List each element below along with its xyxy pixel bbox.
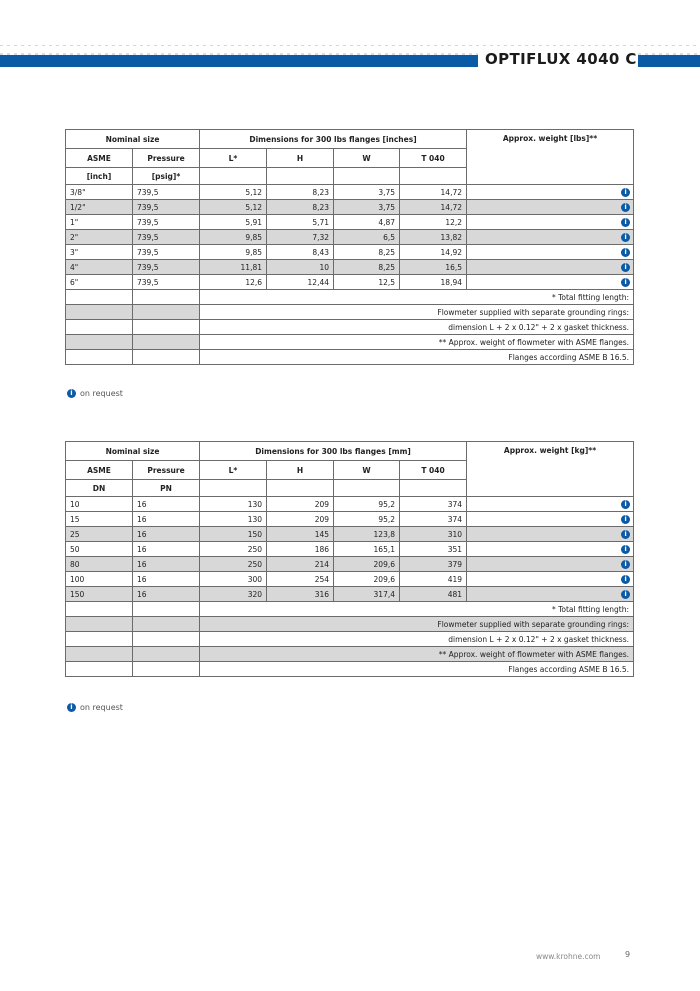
note-row [66,647,634,662]
note-row [66,350,634,365]
cell-h: 214 [267,557,334,572]
cell-h: 12,44 [267,275,334,290]
cell-size: 10 [66,497,133,512]
note-row [66,602,634,617]
cell-l: 130 [200,497,267,512]
cell-size: 3" [66,245,133,260]
info-icon: i [621,530,630,539]
cell-l: 250 [200,542,267,557]
cell-pressure: 16 [133,497,200,512]
note-text: Flowmeter supplied with separate grounding rings: [200,305,634,320]
cell-pressure: 739,5 [133,215,200,230]
header-dimensions: Dimensions for 300 lbs flanges [inches] [200,130,467,149]
cell-weight [467,527,634,542]
note-text: Flanges according ASME B 16.5. [200,350,634,365]
cell-pressure: 739,5 [133,275,200,290]
cell-h: 10 [267,260,334,275]
cell-weight [467,230,634,245]
note-row [66,335,634,350]
cell-size: 80 [66,557,133,572]
subheader-pressure: Pressure [133,149,200,168]
cell-l: 300 [200,572,267,587]
table-row [66,587,634,602]
cell-t040: 379 [400,557,467,572]
footer-url[interactable]: www.krohne.com [536,952,601,961]
info-icon: i [67,703,76,712]
cell-l: 9,85 [200,230,267,245]
cell-l: 150 [200,527,267,542]
note-row [66,632,634,647]
cell-h: 316 [267,587,334,602]
unit-pressure: [psig]* [133,168,200,185]
dimensions-table-inches [65,129,634,365]
info-icon: i [621,263,630,272]
note-row [66,305,634,320]
cell-weight [467,542,634,557]
cell-w: 209,6 [334,572,400,587]
table-row [66,542,634,557]
info-icon: i [621,233,630,242]
cell-weight [467,275,634,290]
cell-l: 5,91 [200,215,267,230]
note-row [66,617,634,632]
cell-pressure: 739,5 [133,200,200,215]
cell-h: 209 [267,497,334,512]
note-row [66,290,634,305]
note-text: ** Approx. weight of flowmeter with ASME flanges. [200,647,634,662]
cell-w: 165,1 [334,542,400,557]
subheader-h: H [267,149,334,168]
cell-h: 145 [267,527,334,542]
cell-weight [467,512,634,527]
legend-on-request [67,389,123,398]
table-row [66,527,634,542]
info-icon: i [67,389,76,398]
cell-t040: 374 [400,512,467,527]
header-bar-right [638,53,700,67]
note-text: Flowmeter supplied with separate grounding rings: [200,617,634,632]
cell-w: 3,75 [334,185,400,200]
product-title: OPTIFLUX 4040 C [485,50,637,68]
note-row [66,662,634,677]
table-row [66,230,634,245]
cell-w: 8,25 [334,260,400,275]
cell-size: 4" [66,260,133,275]
table-row [66,275,634,290]
cell-w: 95,2 [334,497,400,512]
cell-t040: 419 [400,572,467,587]
cell-l: 320 [200,587,267,602]
cell-h: 209 [267,512,334,527]
table-row [66,497,634,512]
cell-w: 8,25 [334,245,400,260]
cell-size: 150 [66,587,133,602]
cell-w: 95,2 [334,512,400,527]
cell-h: 8,23 [267,200,334,215]
subheader-pressure: Pressure [133,461,200,480]
cell-h: 186 [267,542,334,557]
subheader-asme: ASME [66,461,133,480]
subheader-asme: ASME [66,149,133,168]
cell-t040: 14,92 [400,245,467,260]
unit-asme: [inch] [66,168,133,185]
cell-weight [467,200,634,215]
cell-t040: 351 [400,542,467,557]
table-row [66,200,634,215]
info-icon: i [621,218,630,227]
info-icon: i [621,590,630,599]
legend-text: on request [80,703,123,712]
table-row [66,512,634,527]
note-text: ** Approx. weight of flowmeter with ASME flanges. [200,335,634,350]
note-row [66,320,634,335]
cell-l: 5,12 [200,185,267,200]
cell-weight [467,557,634,572]
header-dashed-line-top [0,45,700,46]
cell-weight [467,260,634,275]
note-text: dimension L + 2 x 0.12" + 2 x gasket thickness. [200,632,634,647]
cell-w: 123,8 [334,527,400,542]
cell-l: 130 [200,512,267,527]
cell-pressure: 16 [133,542,200,557]
header-bar-left [0,53,478,67]
cell-size: 6" [66,275,133,290]
cell-weight [467,215,634,230]
cell-weight [467,497,634,512]
table-row [66,557,634,572]
header-nominal-size: Nominal size [66,130,200,149]
info-icon: i [621,500,630,509]
legend-on-request [67,703,123,712]
subheader-l: L* [200,461,267,480]
cell-pressure: 16 [133,527,200,542]
note-text: * Total fitting length: [200,290,634,305]
subheader-l: L* [200,149,267,168]
cell-weight [467,185,634,200]
page-number: 9 [625,950,631,959]
info-icon: i [621,575,630,584]
cell-pressure: 16 [133,587,200,602]
cell-size: 1/2" [66,200,133,215]
cell-l: 5,12 [200,200,267,215]
cell-w: 209,6 [334,557,400,572]
info-icon: i [621,203,630,212]
header-dimensions: Dimensions for 300 lbs flanges [mm] [200,442,467,461]
cell-size: 25 [66,527,133,542]
note-text: dimension L + 2 x 0.12" + 2 x gasket thickness. [200,320,634,335]
info-icon: i [621,545,630,554]
cell-pressure: 739,5 [133,185,200,200]
cell-h: 5,71 [267,215,334,230]
cell-pressure: 16 [133,557,200,572]
cell-pressure: 16 [133,572,200,587]
cell-pressure: 739,5 [133,245,200,260]
info-icon: i [621,248,630,257]
cell-size: 1" [66,215,133,230]
cell-l: 12,6 [200,275,267,290]
info-icon: i [621,278,630,287]
cell-pressure: 739,5 [133,260,200,275]
dimensions-table-mm [65,441,634,677]
cell-t040: 18,94 [400,275,467,290]
legend-text: on request [80,389,123,398]
cell-t040: 16,5 [400,260,467,275]
cell-t040: 481 [400,587,467,602]
cell-h: 8,23 [267,185,334,200]
cell-l: 9,85 [200,245,267,260]
cell-size: 15 [66,512,133,527]
cell-w: 4,87 [334,215,400,230]
cell-h: 254 [267,572,334,587]
cell-t040: 14,72 [400,185,467,200]
cell-h: 7,32 [267,230,334,245]
info-icon: i [621,188,630,197]
cell-t040: 310 [400,527,467,542]
cell-weight [467,587,634,602]
subheader-h: H [267,461,334,480]
cell-weight [467,572,634,587]
subheader-t040: T 040 [400,149,467,168]
cell-l: 11,81 [200,260,267,275]
header-nominal-size: Nominal size [66,442,200,461]
cell-w: 6,5 [334,230,400,245]
note-text: Flanges according ASME B 16.5. [200,662,634,677]
cell-t040: 13,82 [400,230,467,245]
cell-weight [467,245,634,260]
cell-w: 12,5 [334,275,400,290]
table-row [66,215,634,230]
info-icon: i [621,515,630,524]
table-row [66,572,634,587]
info-icon: i [621,560,630,569]
note-text: * Total fitting length: [200,602,634,617]
cell-pressure: 16 [133,512,200,527]
subheader-w: W [334,461,400,480]
table-row [66,260,634,275]
subheader-t040: T 040 [400,461,467,480]
cell-t040: 12,2 [400,215,467,230]
cell-h: 8,43 [267,245,334,260]
table-row [66,185,634,200]
subheader-w: W [334,149,400,168]
cell-w: 3,75 [334,200,400,215]
header-weight: Approx. weight [lbs]** [467,130,634,185]
cell-pressure: 739,5 [133,230,200,245]
cell-t040: 14,72 [400,200,467,215]
cell-l: 250 [200,557,267,572]
header-weight: Approx. weight [kg]** [467,442,634,497]
cell-size: 2" [66,230,133,245]
unit-pn: PN [133,480,200,497]
cell-w: 317,4 [334,587,400,602]
table-row [66,245,634,260]
cell-t040: 374 [400,497,467,512]
cell-size: 3/8" [66,185,133,200]
cell-size: 50 [66,542,133,557]
unit-dn: DN [66,480,133,497]
cell-size: 100 [66,572,133,587]
